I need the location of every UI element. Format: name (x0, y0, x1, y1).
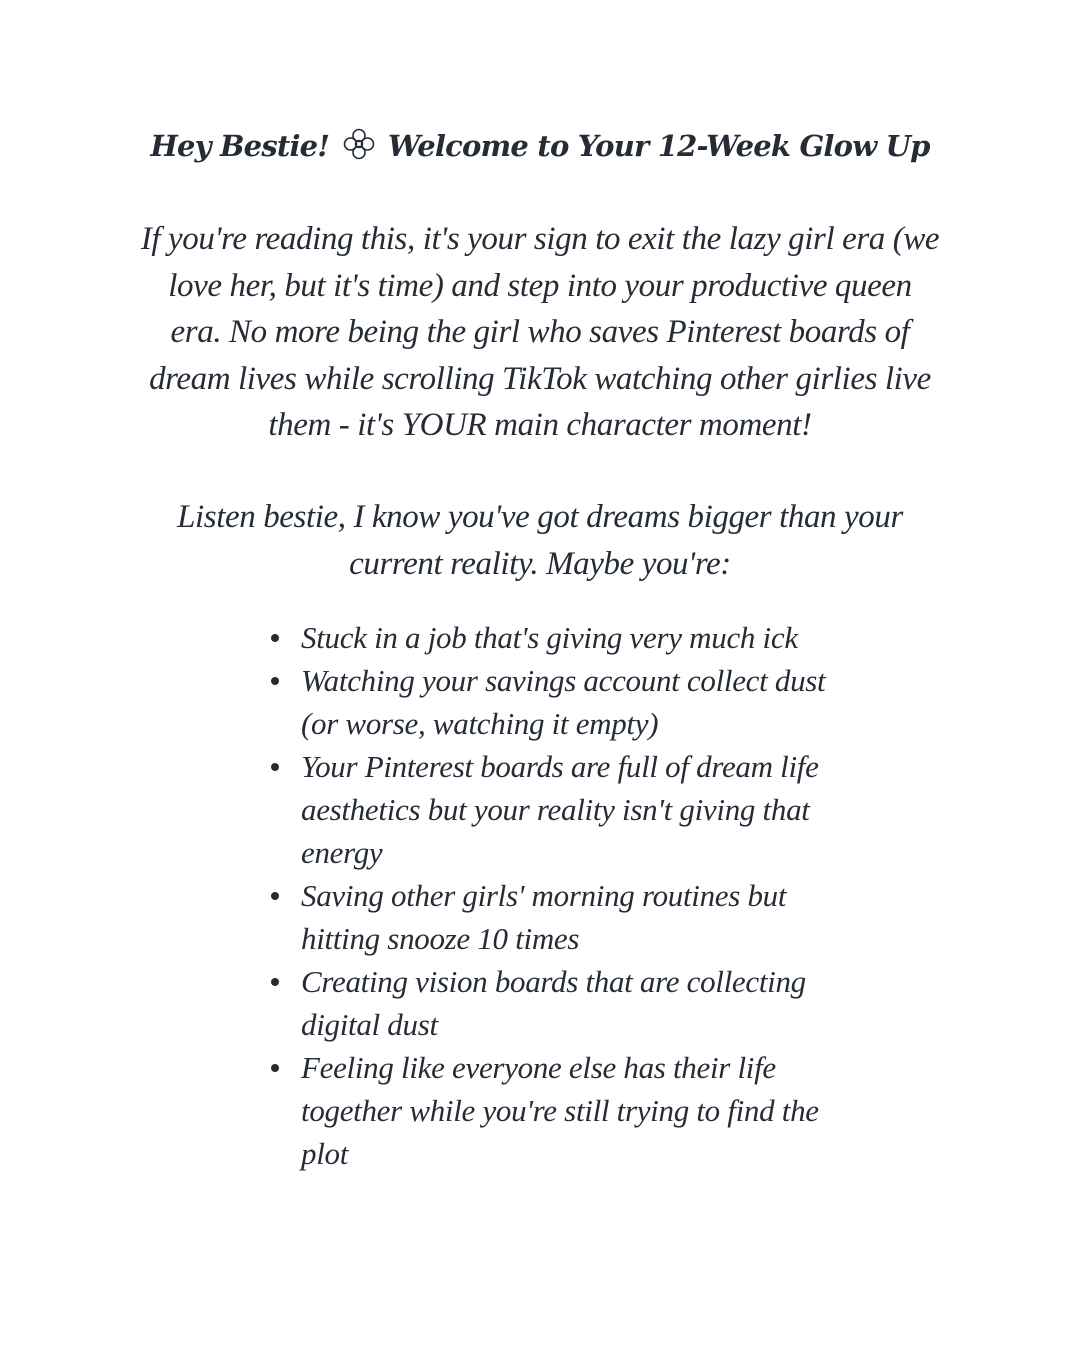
list-item (301, 659, 831, 745)
list-item (301, 960, 831, 1046)
bullet-icon (271, 892, 279, 900)
title-greeting: Hey Bestie! (150, 129, 330, 163)
list-item-text: Creating vision boards that are collecting digital dust (301, 964, 806, 1042)
page-title (100, 121, 980, 171)
list-item-text: Your Pinterest boards are full of dream life aesthetics but your reality isn't giving that energy (301, 749, 819, 870)
list-item-text: Feeling like everyone else has their life together while you're still trying to find the plot (301, 1050, 819, 1171)
flower-icon (340, 125, 378, 163)
listen-paragraph: Listen bestie, I know you've got dreams bigger than your current reality. Maybe you're: (177, 499, 903, 582)
struggles-list (301, 616, 831, 1175)
list-item-text: Watching your savings account collect dust (or worse, watching it empty) (301, 663, 826, 741)
bullet-icon (271, 763, 279, 771)
list-item (301, 1046, 831, 1175)
list-item (301, 745, 831, 874)
bullet-icon (271, 634, 279, 642)
list-item (301, 616, 831, 659)
bullet-icon (271, 1064, 279, 1072)
bullet-icon (271, 677, 279, 685)
intro-paragraph: If you're reading this, it's your sign to exit the lazy girl era (we love her, but it's time) and step into your productive queen era. No more being the girl who saves Pinterest boards of dream lives while scrolling TikTok watching other girlies live them - it's YOUR main character moment! (140, 221, 940, 443)
list-item-text: Saving other girls' morning routines but hitting snooze 10 times (301, 878, 787, 956)
list-item (301, 874, 831, 960)
list-item-text: Stuck in a job that's giving very much ick (301, 620, 798, 655)
title-welcome: Welcome to Your 12-Week Glow Up (387, 129, 930, 163)
bullet-icon (271, 978, 279, 986)
